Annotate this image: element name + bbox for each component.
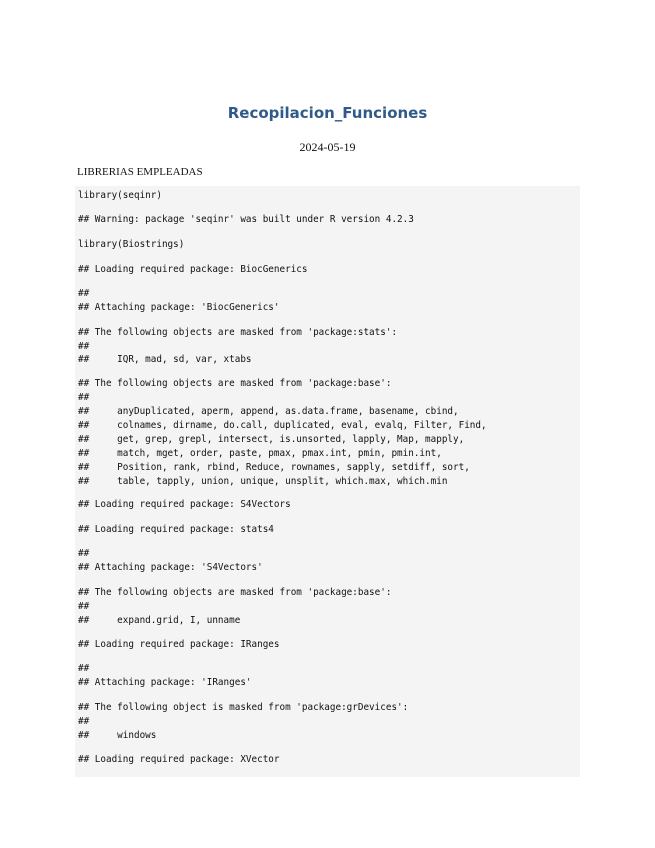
section-heading: LIBRERIAS EMPLEADAS xyxy=(77,166,203,178)
output-line: ## Attaching package: 'S4Vectors' xyxy=(78,562,263,573)
output-line: ## xyxy=(78,601,90,612)
code-line: library(Biostrings) xyxy=(78,239,185,250)
output-line: ## windows xyxy=(78,730,157,741)
document-title: Recopilacion_Funciones xyxy=(227,104,428,122)
output-line: ## The following object is masked from 'package:grDevices': xyxy=(78,702,409,713)
output-line: ## The following objects are masked from 'package:base': xyxy=(78,587,392,598)
output-line: ## Loading required package: XVector xyxy=(78,754,280,765)
output-line: ## xyxy=(78,716,90,727)
output-line: ## xyxy=(78,288,90,299)
output-line: ## xyxy=(78,663,90,674)
output-line: ## The following objects are masked from 'package:base': xyxy=(78,378,392,389)
output-line: ## Warning: package 'seqinr' was built under R version 4.2.3 xyxy=(78,214,414,225)
output-line: ## Loading required package: BiocGenerics xyxy=(78,264,308,275)
output-line: ## The following objects are masked from 'package:stats': xyxy=(78,327,398,338)
output-line: ## get, grep, grepl, intersect, is.unsorted, lapply, Map, mapply, xyxy=(78,434,465,445)
output-line: ## IQR, mad, sd, var, xtabs xyxy=(78,354,252,365)
output-line: ## anyDuplicated, aperm, append, as.data.frame, basename, cbind, xyxy=(78,406,459,417)
output-line: ## xyxy=(78,341,90,352)
output-line: ## expand.grid, I, unname xyxy=(78,615,241,626)
output-line: ## Loading required package: IRanges xyxy=(78,639,280,650)
output-line: ## table, tapply, union, unique, unsplit, which.max, which.min xyxy=(78,476,448,487)
output-line: ## colnames, dirname, do.call, duplicated, eval, evalq, Filter, Find, xyxy=(78,420,487,431)
output-line: ## Attaching package: 'IRanges' xyxy=(78,677,252,688)
output-line: ## xyxy=(78,392,90,403)
output-line: ## xyxy=(78,548,90,559)
output-line: ## Loading required package: stats4 xyxy=(78,524,274,535)
output-line: ## Position, rank, rbind, Reduce, rownames, sapply, setdiff, sort, xyxy=(78,462,470,473)
output-line: ## match, mget, order, paste, pmax, pmax.int, pmin, pmin.int, xyxy=(78,448,442,459)
output-line: ## Attaching package: 'BiocGenerics' xyxy=(78,302,280,313)
output-line: ## Loading required package: S4Vectors xyxy=(78,499,291,510)
code-line: library(seqinr) xyxy=(78,190,162,201)
document-date: 2024-05-19 xyxy=(299,140,356,154)
